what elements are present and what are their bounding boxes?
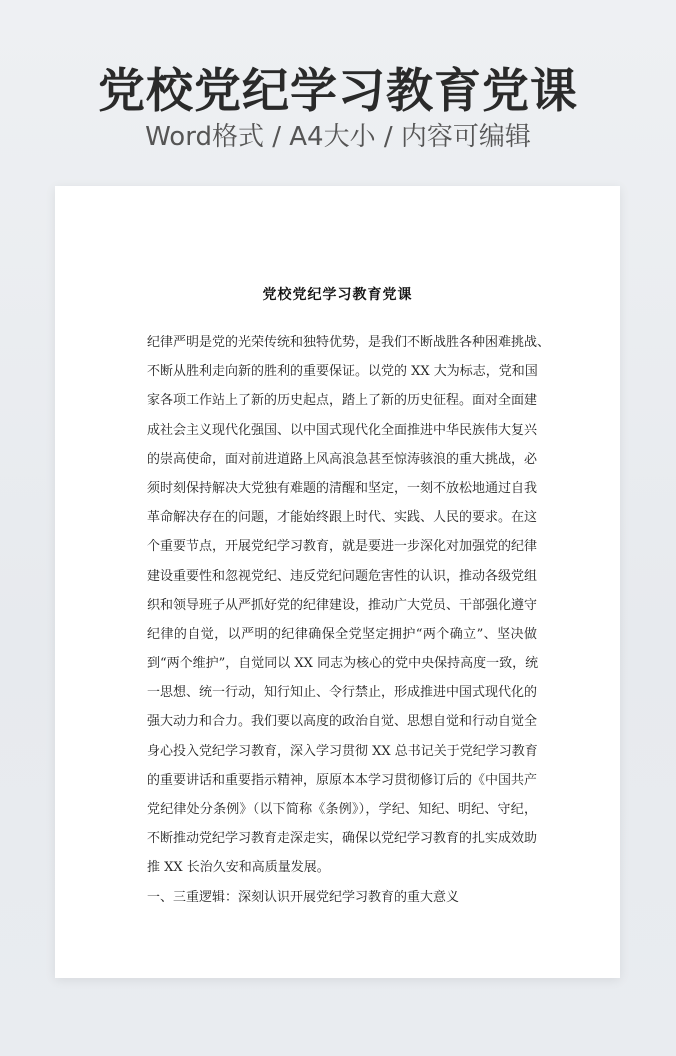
body-line: 纪律严明是党的光荣传统和独特优势，是我们不断战胜各种困难挑战、 [147,335,551,350]
section-heading: 一、三重逻辑：深刻认识开展党纪学习教育的重大意义 [147,889,460,905]
body-line: 革命解决存在的问题，才能始终跟上时代、实践、人民的要求。在这 [147,510,538,526]
body-line: 个重要节点，开展党纪学习教育，就是要进一步深化对加强党的纪律 [147,539,538,555]
banner-title: 党校党纪学习教育党课 [98,64,578,119]
banner-subtitle: Word格式 / A4大小 / 内容可编辑 [145,122,531,152]
body-line: 不断从胜利走向新的胜利的重要保证。以党的 XX 大为标志，党和国 [147,364,538,380]
document-page [55,186,620,978]
body-line: 不断推动党纪学习教育走深走实，确保以党纪学习教育的扎实成效助 [147,831,538,847]
body-line: 建设重要性和忽视党纪、违反党纪问题危害性的认识，推动各级党组 [147,568,538,584]
body-line: 成社会主义现代化强国、以中国式现代化全面推进中华民族伟大复兴 [147,422,538,438]
body-line: 纪律的自觉，以严明的纪律确保全党坚定拥护“两个确立”、坚决做 [147,626,537,642]
body-line: 一思想、统一行动，知行知止、令行禁止，形成推进中国式现代化的 [147,685,538,701]
body-line: 家各项工作站上了新的历史起点，踏上了新的历史征程。面对全面建 [147,393,538,409]
body-line: 的重要讲话和重要指示精神，原原本本学习贯彻修订后的《中国共产 [147,772,538,788]
body-line: 须时刻保持解决大党独有难题的清醒和坚定，一刻不放松地通过自我 [147,480,538,496]
body-line: 党纪律处分条例》（以下简称《条例》），学纪、知纪、明纪、守纪， [147,802,537,817]
document-body [147,328,551,912]
body-line: 到“两个维护”，自觉同以 XX 同志为核心的党中央保持高度一致，统 [147,656,539,672]
body-line: 的崇高使命，面对前进道路上风高浪急甚至惊涛骇浪的重大挑战，必 [147,451,538,467]
body-line: 强大动力和合力。我们要以高度的政治自觉、思想自觉和行动自觉全 [147,714,538,730]
body-line: 推 XX 长治久安和高质量发展。 [147,860,330,876]
body-line: 身心投入党纪学习教育，深入学习贯彻 XX 总书记关于党纪学习教育 [147,743,538,759]
document-title: 党校党纪学习教育党课 [262,287,413,303]
body-line: 织和领导班子从严抓好党的纪律建设，推动广大党员、干部强化遵守 [147,597,538,613]
